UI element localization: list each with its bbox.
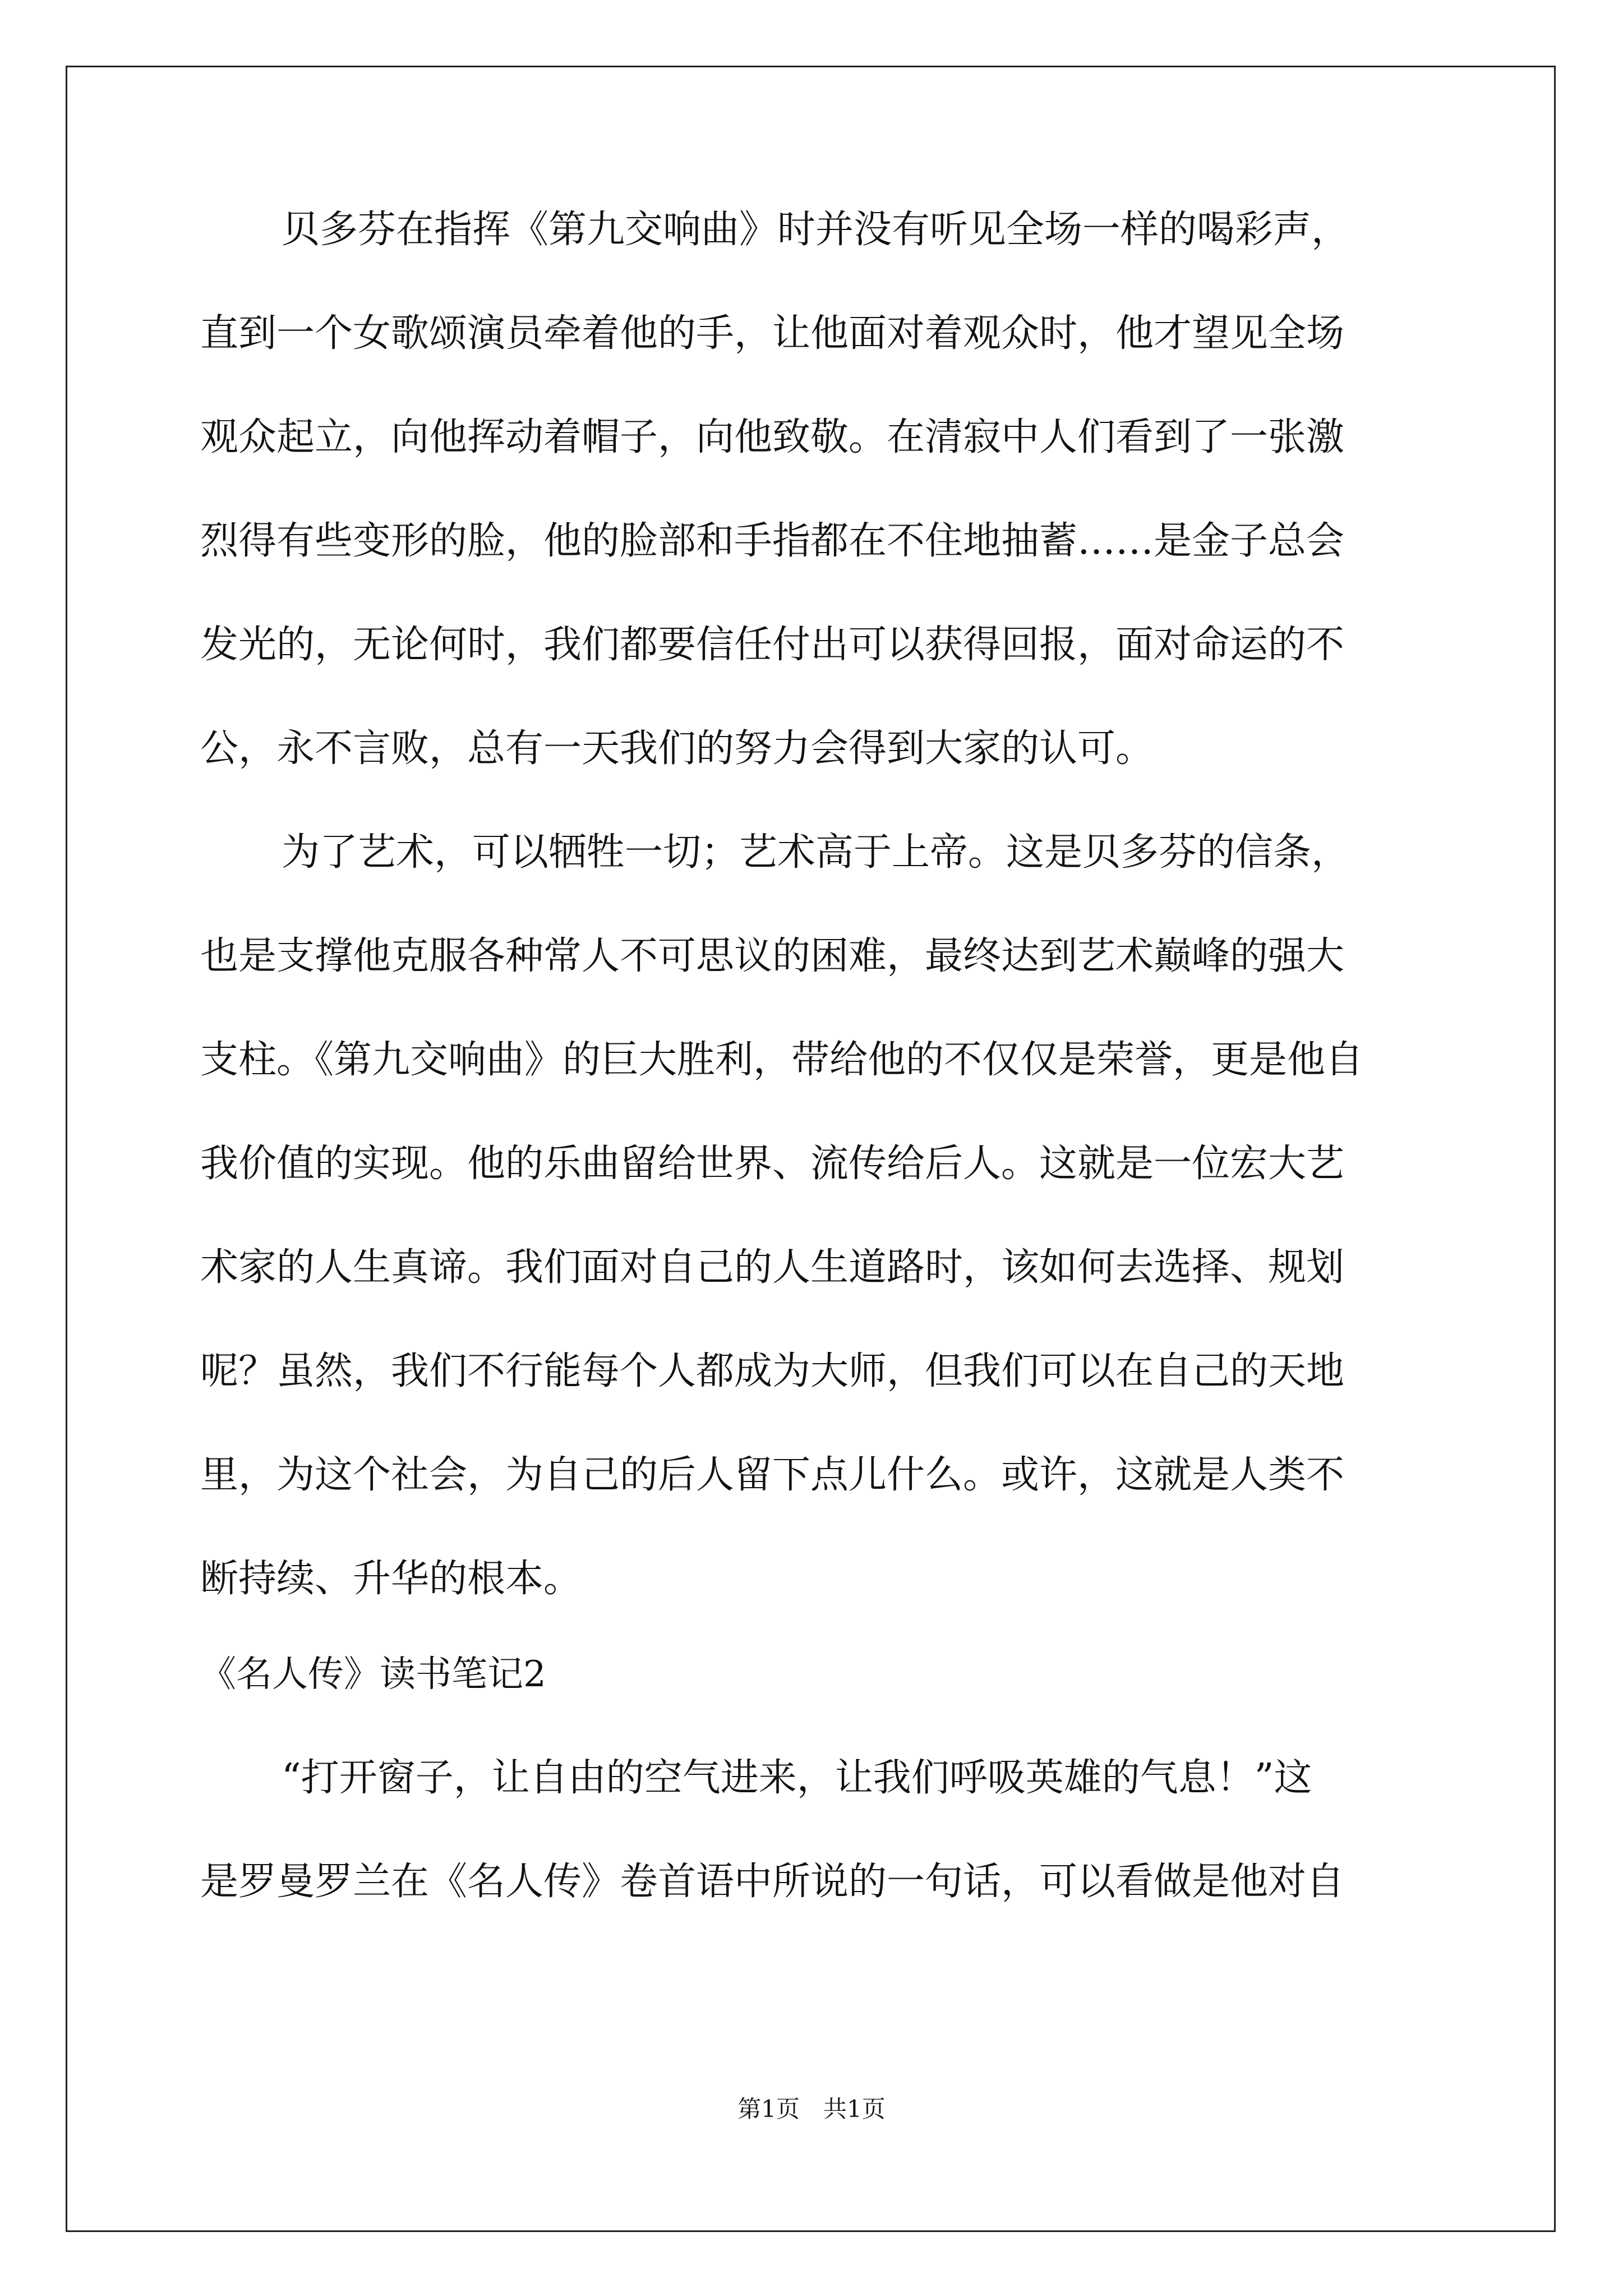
paragraph-1-line-6: 公，永不言败，总有一天我们的努力会得到大家的认可。 bbox=[200, 726, 1154, 771]
paragraph-1-line-1: 贝多芬在指挥《第九交响曲》时并没有听见全场一样的喝彩声， bbox=[282, 208, 1350, 252]
paragraph-2-line-6: 呢？虽然，我们不行能每个人都成为大师，但我们可以在自己的天地 bbox=[200, 1349, 1345, 1393]
paragraph-2-line-4: 我价值的实现。他的乐曲留给世界、流传给后人。这就是一位宏大艺 bbox=[200, 1142, 1345, 1186]
page-number-footer: 第1页 共1页 bbox=[737, 2095, 886, 2123]
paragraph-2-line-5: 术家的人生真谛。我们面对自己的人生道路时，该如何去选择、规划 bbox=[200, 1245, 1345, 1290]
paragraph-1-line-2: 直到一个女歌颂演员牵着他的手，让他面对着观众时，他才望见全场 bbox=[200, 311, 1345, 356]
paragraph-1-line-3: 观众起立，向他挥动着帽子，向他致敬。在清寂中人们看到了一张激 bbox=[200, 415, 1345, 459]
paragraph-1-line-4: 烈得有些变形的脸，他的脸部和手指都在不住地抽蓄……是金子总会 bbox=[200, 519, 1345, 563]
paragraph-2-line-8: 断持续、升华的根本。 bbox=[200, 1557, 582, 1601]
paragraph-2-line-3: 支柱。《第九交响曲》的巨大胜利，带给他的不仅仅是荣誉，更是他自 bbox=[200, 1038, 1364, 1082]
paragraph-2-line-7: 里，为这个社会，为自己的后人留下点儿什么。或许，这就是人类不 bbox=[200, 1453, 1345, 1497]
paragraph-3-line-1: “打开窗子，让自由的空气进来，让我们呼吸英雄的气息！”这 bbox=[282, 1756, 1312, 1800]
section-heading: 《名人传》读书笔记2 bbox=[200, 1654, 546, 1695]
paragraph-1-line-5: 发光的，无论何时，我们都要信任付出可以获得回报，面对命运的不 bbox=[200, 623, 1345, 667]
paragraph-2-line-2: 也是支撑他克服各种常人不可思议的困难，最终达到艺术巅峰的强大 bbox=[200, 934, 1345, 978]
paragraph-3-line-2: 是罗曼罗兰在《名人传》卷首语中所说的一句话，可以看做是他对自 bbox=[200, 1860, 1345, 1904]
paragraph-2-line-1: 为了艺术，可以牺牲一切；艺术高于上帝。这是贝多芬的信条， bbox=[282, 830, 1350, 875]
